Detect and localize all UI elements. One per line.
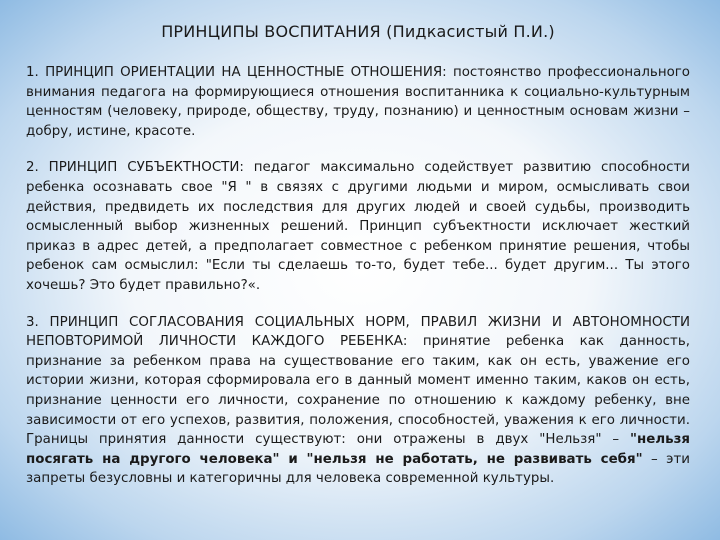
principle-3-tail: – эти запреты безусловны и категоричны для человека современной культуры.: [26, 451, 691, 487]
principle-3-text: принятие ребенка как данность, признание за ребенком права на существование его таким, как он есть, уважение его истории жизни, которая сформировала его в данный момент именно таким, каков он есть, признание ценности его личности, сохранение по отношению к каждому ребенку, вне зависимости от его успехов, развития, положения, способностей, уважения к его личности. Границы принятия данности существуют: они отражены в двух "Нельзя" –: [26, 334, 690, 448]
principle-2: [26, 158, 690, 295]
principle-1: [26, 63, 690, 141]
slide-content: [26, 22, 690, 506]
principle-2-text: педагог максимально содействует развитию способности ребенка осознавать свое "Я " в связях с другими людьми и миром, осмысливать свои действия, предвидеть их последствия для других людей и своей судьбы, производить осмысленный выбор жизненных решений. Принцип субъектности исключает жесткий приказ в адрес детей, а предполагает совместное с ребенком принятие решения, чтобы ребенок сам осмыслил: "Если ты сделаешь то-то, будет тебе... будет другим... Ты этого хочешь? Это будет правильно?«.: [26, 160, 690, 293]
principle-1-heading: 1. ПРИНЦИП ОРИЕНТАЦИИ НА ЦЕННОСТНЫЕ ОТНОШЕНИЯ:: [26, 65, 447, 80]
principle-2-heading: 2. ПРИНЦИП СУБЪЕКТНОСТИ:: [26, 160, 244, 176]
page-title: ПРИНЦИПЫ ВОСПИТАНИЯ (Пидкасистый П.И.): [161, 22, 555, 41]
principle-3: [26, 313, 690, 489]
principle-3-bold-text: "нельзя посягать на другого человека" и "нельзя не работать, не развивать себя": [26, 432, 690, 467]
principle-3-heading: 3. ПРИНЦИП СОГЛАСОВАНИЯ СОЦИАЛЬНЫХ НОРМ, ПРАВИЛ ЖИЗНИ И АВТОНОМНОСТИ НЕПОВТОРИМОЙ ЛИЧНОСТИ КАЖДОГО РЕБЕНКА:: [26, 314, 690, 350]
principle-1-text: постоянство профессионального внимания педагога на формирующиеся отношения воспитанника к социально-культурным ценностям (человеку, природе, обществу, труду, познанию) и ценностным основам жизни – добру, истине, красоте.: [26, 65, 690, 139]
